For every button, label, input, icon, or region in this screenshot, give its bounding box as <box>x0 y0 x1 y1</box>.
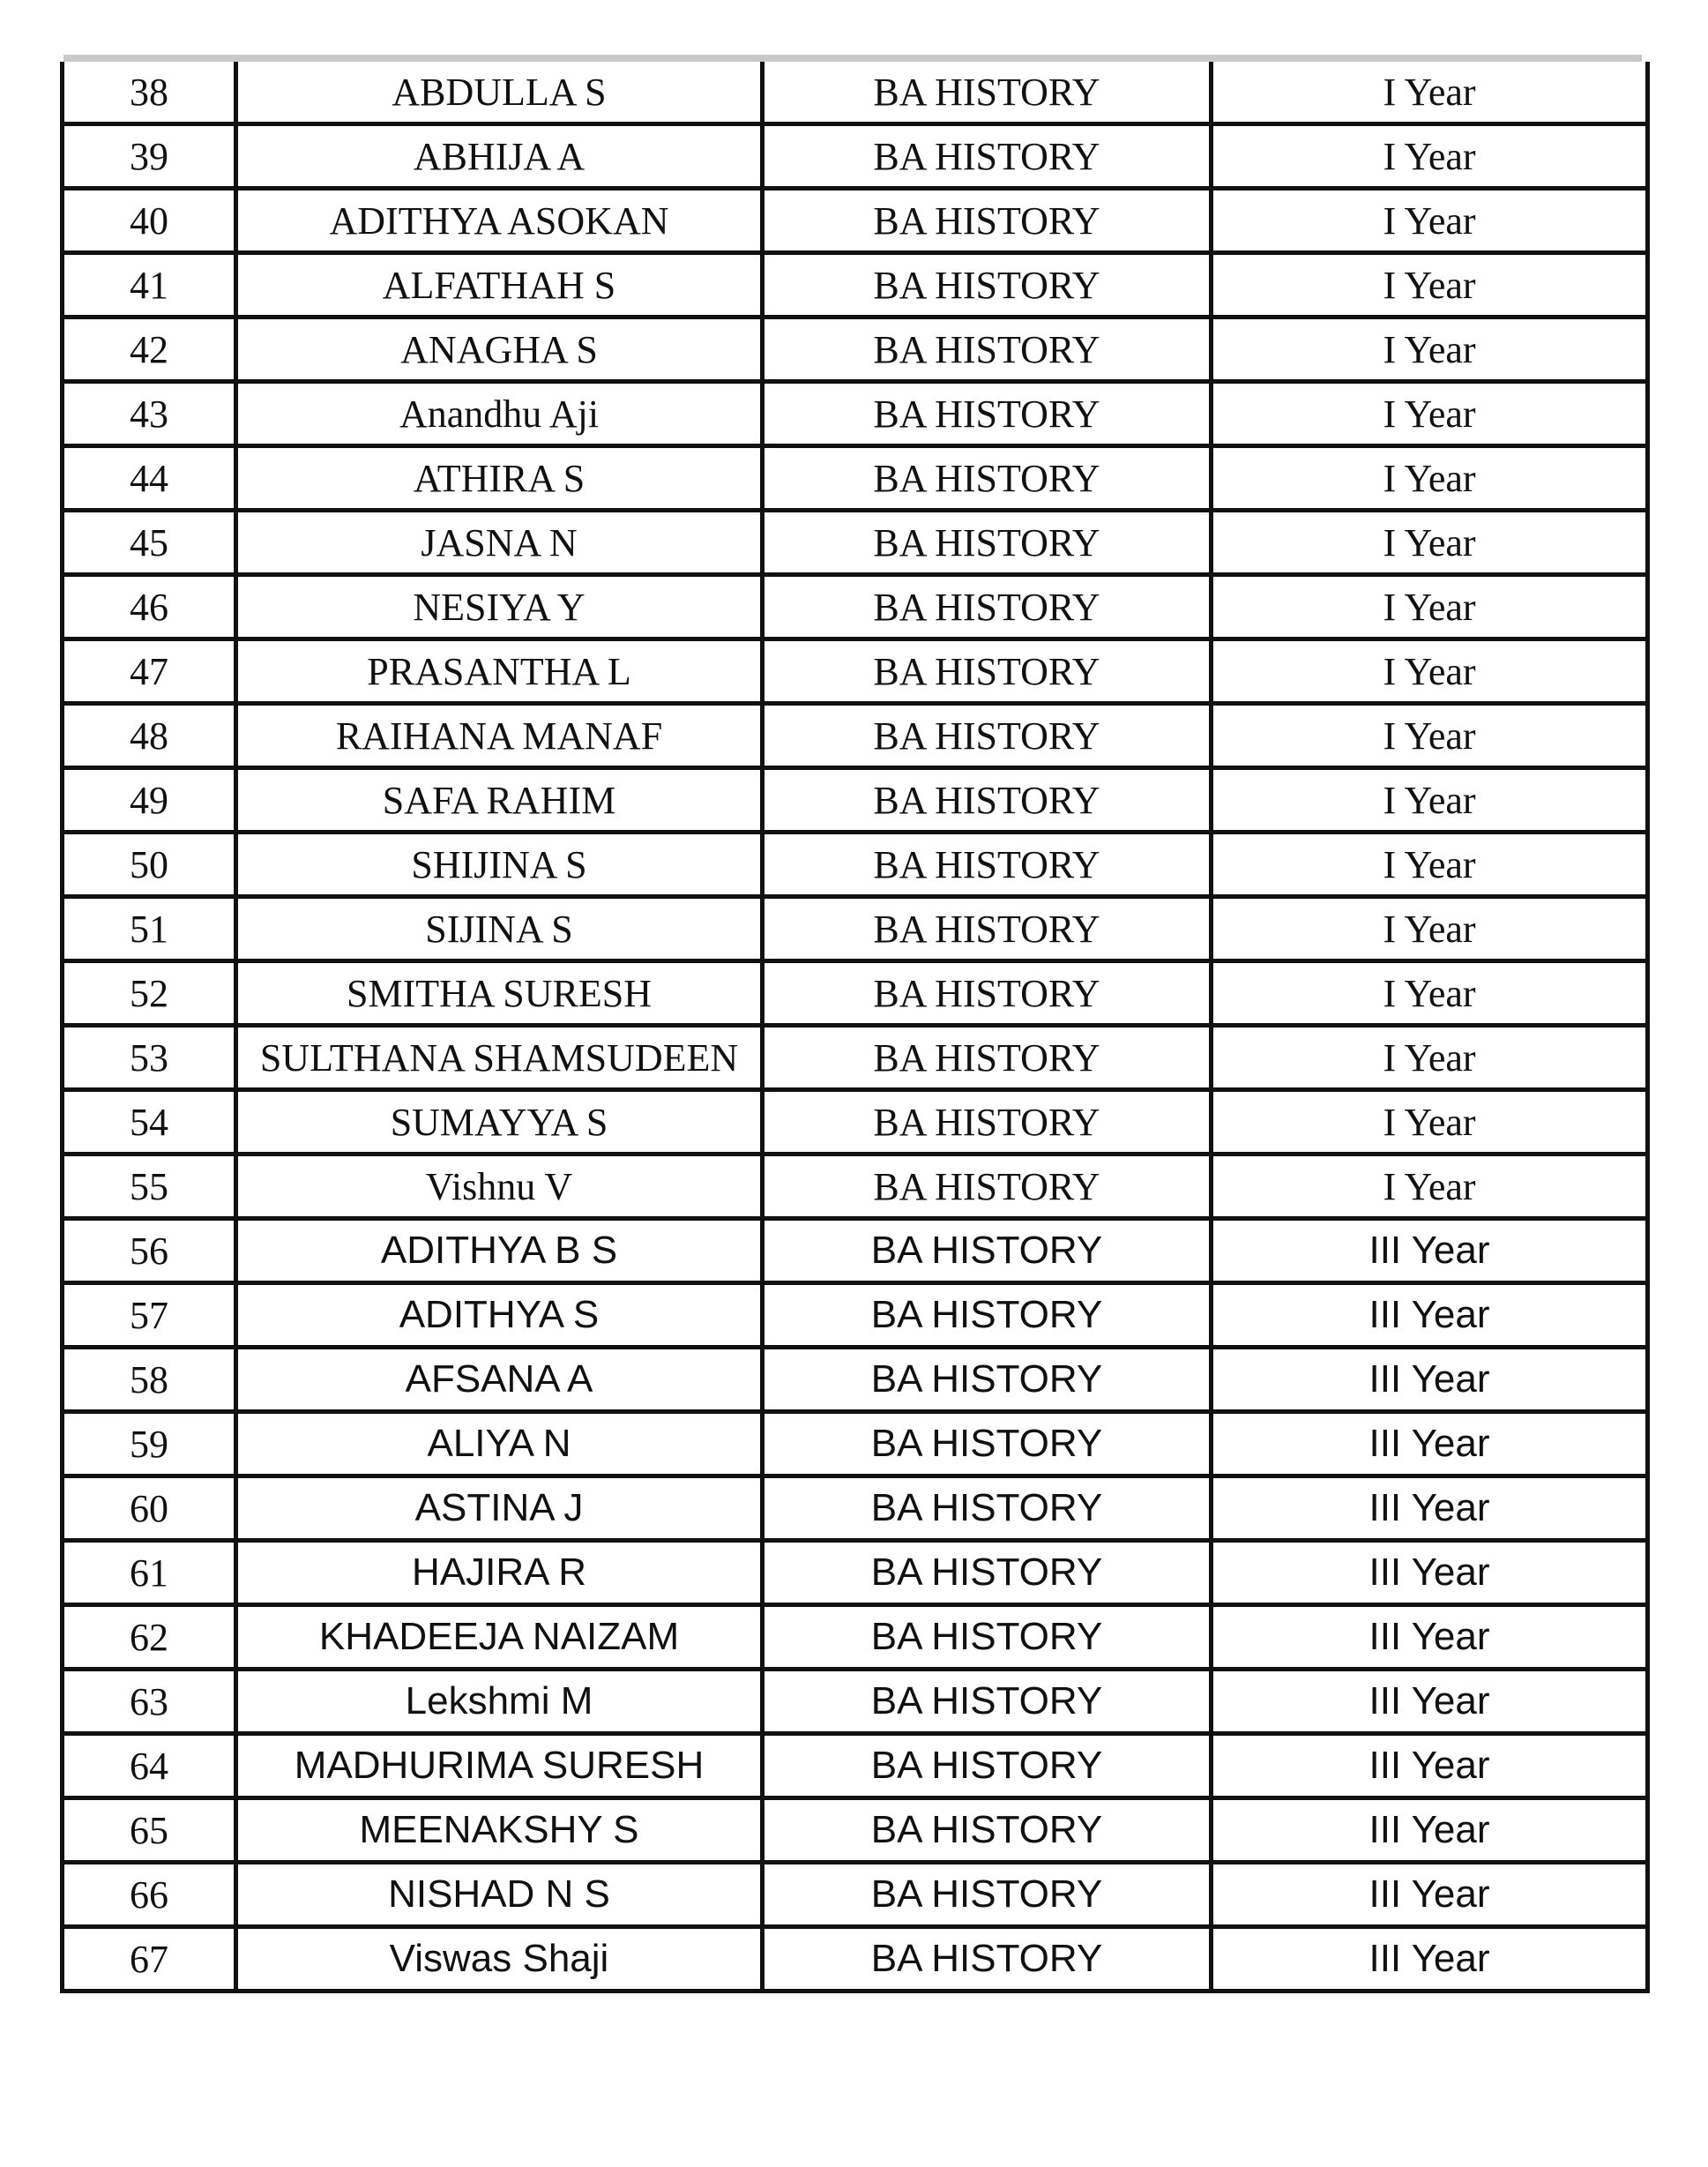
student-name-cell: Viswas Shaji <box>236 1927 763 1991</box>
student-name-cell: ALFATHAH S <box>236 253 763 318</box>
year-cell: III Year <box>1212 1798 1648 1863</box>
course-cell: BA HISTORY <box>763 833 1212 897</box>
serial-number-cell: 61 <box>63 1541 236 1605</box>
course-cell: BA HISTORY <box>763 1605 1212 1670</box>
course-cell: BA HISTORY <box>763 1927 1212 1991</box>
table-row <box>63 833 1648 897</box>
course-cell: BA HISTORY <box>763 704 1212 768</box>
course-cell: BA HISTORY <box>763 189 1212 253</box>
year-cell: III Year <box>1212 1219 1648 1283</box>
table-row <box>63 897 1648 961</box>
serial-number-cell: 57 <box>63 1283 236 1348</box>
table-row <box>63 1798 1648 1863</box>
course-cell: BA HISTORY <box>763 1283 1212 1348</box>
year-cell: I Year <box>1212 833 1648 897</box>
student-name-cell: JASNA N <box>236 511 763 575</box>
year-cell: I Year <box>1212 1090 1648 1154</box>
course-cell: BA HISTORY <box>763 318 1212 382</box>
serial-number-cell: 66 <box>63 1863 236 1927</box>
serial-number-cell: 52 <box>63 961 236 1026</box>
table-row <box>63 1348 1648 1412</box>
student-name-cell: KHADEEJA NAIZAM <box>236 1605 763 1670</box>
table-row <box>63 1412 1648 1476</box>
year-cell: III Year <box>1212 1412 1648 1476</box>
table-row <box>63 446 1648 511</box>
course-cell: BA HISTORY <box>763 1670 1212 1734</box>
year-cell: I Year <box>1212 318 1648 382</box>
year-cell: I Year <box>1212 189 1648 253</box>
student-name-cell: SHIJINA S <box>236 833 763 897</box>
table-row <box>63 511 1648 575</box>
student-name-cell: MEENAKSHY S <box>236 1798 763 1863</box>
student-table <box>60 62 1650 1993</box>
serial-number-cell: 51 <box>63 897 236 961</box>
table-row <box>63 1541 1648 1605</box>
serial-number-cell: 41 <box>63 253 236 318</box>
table-row <box>63 189 1648 253</box>
serial-number-cell: 53 <box>63 1026 236 1090</box>
serial-number-cell: 40 <box>63 189 236 253</box>
student-name-cell: SUMAYYA S <box>236 1090 763 1154</box>
serial-number-cell: 39 <box>63 124 236 189</box>
table-row <box>63 1026 1648 1090</box>
year-cell: III Year <box>1212 1476 1648 1541</box>
student-name-cell: ADITHYA B S <box>236 1219 763 1283</box>
student-name-cell: ABDULLA S <box>236 62 763 124</box>
student-name-cell: SMITHA SURESH <box>236 961 763 1026</box>
serial-number-cell: 44 <box>63 446 236 511</box>
course-cell: BA HISTORY <box>763 446 1212 511</box>
student-name-cell: ATHIRA S <box>236 446 763 511</box>
student-name-cell: Anandhu Aji <box>236 382 763 446</box>
table-row <box>63 961 1648 1026</box>
serial-number-cell: 38 <box>63 62 236 124</box>
course-cell: BA HISTORY <box>763 382 1212 446</box>
year-cell: I Year <box>1212 961 1648 1026</box>
course-cell: BA HISTORY <box>763 511 1212 575</box>
year-cell: III Year <box>1212 1541 1648 1605</box>
table-row <box>63 1670 1648 1734</box>
serial-number-cell: 54 <box>63 1090 236 1154</box>
serial-number-cell: 55 <box>63 1154 236 1219</box>
table-row <box>63 318 1648 382</box>
student-name-cell: NESIYA Y <box>236 575 763 639</box>
student-name-cell: RAIHANA MANAF <box>236 704 763 768</box>
year-cell: I Year <box>1212 511 1648 575</box>
serial-number-cell: 43 <box>63 382 236 446</box>
student-name-cell: SAFA RAHIM <box>236 768 763 833</box>
serial-number-cell: 65 <box>63 1798 236 1863</box>
course-cell: BA HISTORY <box>763 1219 1212 1283</box>
year-cell: I Year <box>1212 253 1648 318</box>
table-row <box>63 704 1648 768</box>
year-cell: I Year <box>1212 1154 1648 1219</box>
serial-number-cell: 45 <box>63 511 236 575</box>
year-cell: I Year <box>1212 704 1648 768</box>
year-cell: I Year <box>1212 446 1648 511</box>
table-row <box>63 1090 1648 1154</box>
student-name-cell: ASTINA J <box>236 1476 763 1541</box>
student-name-cell: HAJIRA R <box>236 1541 763 1605</box>
table-row <box>63 1863 1648 1927</box>
serial-number-cell: 46 <box>63 575 236 639</box>
course-cell: BA HISTORY <box>763 1863 1212 1927</box>
table-row <box>63 124 1648 189</box>
year-cell: III Year <box>1212 1863 1648 1927</box>
student-name-cell: Vishnu V <box>236 1154 763 1219</box>
course-cell: BA HISTORY <box>763 575 1212 639</box>
course-cell: BA HISTORY <box>763 639 1212 704</box>
year-cell: III Year <box>1212 1348 1648 1412</box>
course-cell: BA HISTORY <box>763 897 1212 961</box>
year-cell: III Year <box>1212 1670 1648 1734</box>
serial-number-cell: 59 <box>63 1412 236 1476</box>
student-name-cell: ALIYA N <box>236 1412 763 1476</box>
table-row <box>63 575 1648 639</box>
year-cell: I Year <box>1212 1026 1648 1090</box>
table-row <box>63 382 1648 446</box>
student-name-cell: ADITHYA S <box>236 1283 763 1348</box>
year-cell: III Year <box>1212 1927 1648 1991</box>
year-cell: III Year <box>1212 1605 1648 1670</box>
course-cell: BA HISTORY <box>763 1798 1212 1863</box>
table-row <box>63 1283 1648 1348</box>
year-cell: I Year <box>1212 62 1648 124</box>
year-cell: I Year <box>1212 768 1648 833</box>
table-row <box>63 639 1648 704</box>
serial-number-cell: 62 <box>63 1605 236 1670</box>
student-list-page <box>60 55 1645 1993</box>
serial-number-cell: 60 <box>63 1476 236 1541</box>
course-cell: BA HISTORY <box>763 62 1212 124</box>
course-cell: BA HISTORY <box>763 124 1212 189</box>
course-cell: BA HISTORY <box>763 1476 1212 1541</box>
top-rule <box>63 55 1642 62</box>
serial-number-cell: 67 <box>63 1927 236 1991</box>
table-row <box>63 1219 1648 1283</box>
student-name-cell: SULTHANA SHAMSUDEEN <box>236 1026 763 1090</box>
serial-number-cell: 63 <box>63 1670 236 1734</box>
course-cell: BA HISTORY <box>763 1541 1212 1605</box>
table-row <box>63 1605 1648 1670</box>
course-cell: BA HISTORY <box>763 1412 1212 1476</box>
year-cell: I Year <box>1212 382 1648 446</box>
student-name-cell: AFSANA A <box>236 1348 763 1412</box>
table-row <box>63 1734 1648 1798</box>
year-cell: I Year <box>1212 639 1648 704</box>
table-row <box>63 1476 1648 1541</box>
year-cell: I Year <box>1212 575 1648 639</box>
serial-number-cell: 47 <box>63 639 236 704</box>
table-row <box>63 62 1648 124</box>
student-name-cell: ADITHYA ASOKAN <box>236 189 763 253</box>
course-cell: BA HISTORY <box>763 768 1212 833</box>
course-cell: BA HISTORY <box>763 253 1212 318</box>
year-cell: III Year <box>1212 1734 1648 1798</box>
student-name-cell: NISHAD N S <box>236 1863 763 1927</box>
student-name-cell: ABHIJA A <box>236 124 763 189</box>
student-name-cell: SIJINA S <box>236 897 763 961</box>
student-name-cell: PRASANTHA L <box>236 639 763 704</box>
course-cell: BA HISTORY <box>763 1734 1212 1798</box>
student-table-body <box>63 62 1648 1991</box>
table-row <box>63 1927 1648 1991</box>
serial-number-cell: 64 <box>63 1734 236 1798</box>
student-name-cell: Lekshmi M <box>236 1670 763 1734</box>
student-name-cell: ANAGHA S <box>236 318 763 382</box>
student-name-cell: MADHURIMA SURESH <box>236 1734 763 1798</box>
serial-number-cell: 56 <box>63 1219 236 1283</box>
course-cell: BA HISTORY <box>763 1090 1212 1154</box>
year-cell: III Year <box>1212 1283 1648 1348</box>
serial-number-cell: 50 <box>63 833 236 897</box>
course-cell: BA HISTORY <box>763 1154 1212 1219</box>
serial-number-cell: 42 <box>63 318 236 382</box>
year-cell: I Year <box>1212 124 1648 189</box>
table-row <box>63 253 1648 318</box>
serial-number-cell: 49 <box>63 768 236 833</box>
course-cell: BA HISTORY <box>763 1348 1212 1412</box>
course-cell: BA HISTORY <box>763 1026 1212 1090</box>
year-cell: I Year <box>1212 897 1648 961</box>
table-row <box>63 1154 1648 1219</box>
serial-number-cell: 58 <box>63 1348 236 1412</box>
table-row <box>63 768 1648 833</box>
serial-number-cell: 48 <box>63 704 236 768</box>
course-cell: BA HISTORY <box>763 961 1212 1026</box>
